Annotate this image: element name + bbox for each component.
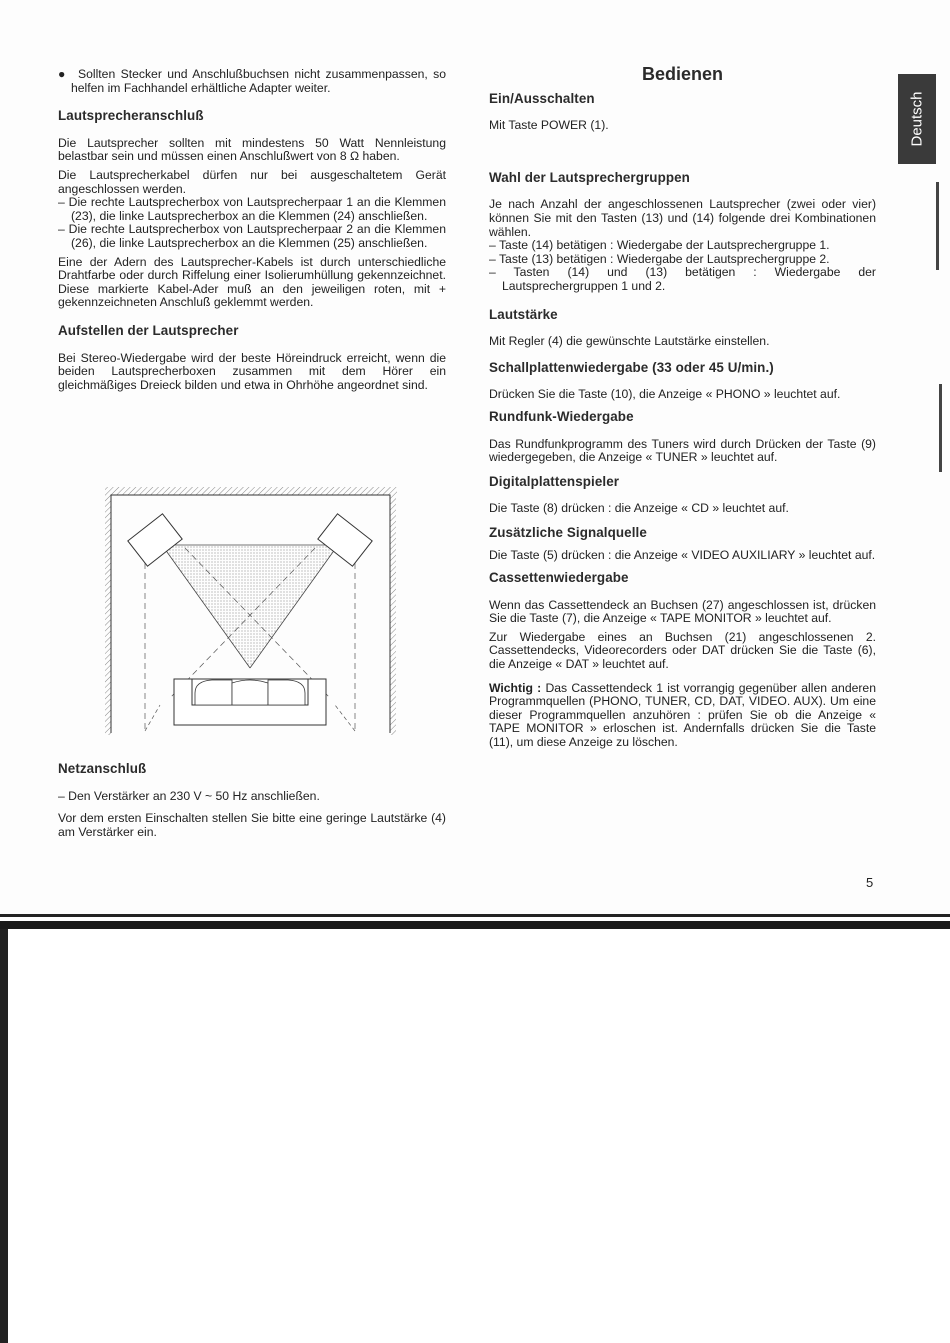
list-item: – Taste (14) betätigen : Wiedergabe der Lautsprechergruppe 1. — [489, 238, 830, 253]
paragraph: Vor dem ersten Einschalten stellen Sie bitte eine geringe Lautstärke (4) am Verstärker ein. — [58, 811, 446, 839]
wall-hatch — [390, 495, 396, 735]
adapter-note: ● Sollten Stecker und Anschlußbuchsen nicht zusammenpassen, so helfen im Fachhandel erhältliche Adapter weiter. — [58, 67, 446, 95]
paragraph: Bei Stereo-Wiedergabe wird der beste Höreindruck erreicht, wenn die beiden Lautsprecherboxen zusammen mit dem Hörer ein gleichmäßiges Dreieck bilden und etwa in Ohrhöhe angeordnet sind. — [58, 350, 446, 392]
paragraph: Die Taste (8) drücken : die Anzeige « CD » leuchtet auf. — [489, 501, 789, 516]
important-note: Wichtig : Das Cassettendeck 1 ist vorrangig gegenüber allen anderen Programmquellen (PHONO, TUNER, CD, DAT, VIDEO. AUX). Um eine dieser Programmquellen anzuhören : prüfen Sie ob die Anzeige « TAPE MONITOR » erloschen ist. Andernfalls drücken Sie die Taste (11), um diese Anzeige zu löschen. — [489, 680, 876, 749]
heading-digitalplattenspieler: Digitalplattenspieler — [489, 473, 620, 489]
page-title: Bedienen — [641, 64, 724, 84]
wall-hatch — [105, 487, 397, 495]
scan-edge — [0, 914, 950, 917]
paragraph: Eine der Adern des Lautsprecher-Kabels ist durch unterschiedliche Drahtfarbe oder durch Riffelung einer Isolierumhüllung gekennzeichnet. Diese markierte Kabel-Ader muß an den jeweiligen roten, mit + gekennzeichneten Anschluß geklemmt werden. — [58, 254, 446, 310]
heading-aufstellen: Aufstellen der Lautsprecher — [58, 322, 239, 338]
speaker-triangle-diagram-icon — [100, 483, 400, 738]
paragraph: Die Lautsprecherkabel dürfen nur bei ausgeschaltetem Gerät angeschlossen werden. — [58, 167, 446, 196]
paragraph: Die Taste (5) drücken : die Anzeige « VIDEO AUXILIARY » leuchtet auf. — [489, 548, 876, 563]
bullet-dot-icon: ● — [58, 67, 78, 81]
heading-lautsprechergruppen: Wahl der Lautsprechergruppen — [489, 169, 690, 185]
left-column-bottom — [58, 762, 446, 844]
heading-schallplatte: Schallplattenwiedergabe (33 oder 45 U/min.) — [489, 359, 774, 375]
page-number: 5 — [866, 875, 874, 890]
sofa-icon — [174, 679, 326, 725]
heading-signalquelle: Zusätzliche Signalquelle — [489, 524, 647, 540]
paragraph: Wenn das Cassettendeck an Buchsen (27) angeschlossen ist, drücken Sie die Taste (7), die Anzeige « TAPE MONITOR » leuchtet auf. — [489, 597, 876, 626]
important-label: Wichtig : — [489, 680, 542, 695]
list-item: – Den Verstärker an 230 V ~ 50 Hz anschließen. — [58, 788, 320, 803]
paragraph: Je nach Anzahl der angeschlossenen Lautsprecher (zwei oder vier) können Sie mit den Tasten (13) und (14) folgende drei Kombinationen wählen. — [489, 197, 876, 239]
left-column — [58, 68, 446, 397]
heading-lautstaerke: Lautstärke — [489, 306, 558, 322]
edge-mark — [939, 384, 942, 472]
scan-edge — [0, 929, 8, 1343]
list-item: – Tasten (14) und (13) betätigen : Wiedergabe der Lautsprechergruppen 1 und 2. — [489, 265, 876, 293]
right-column — [489, 64, 876, 755]
heading-cassette: Cassettenwiedergabe — [489, 570, 629, 586]
paragraph: Die Lautsprecher sollten mit mindestens 50 Watt Nennleistung belastbar sein und müssen einen Anschlußwert von 8 Ω haben. — [58, 135, 446, 164]
edge-mark — [936, 182, 939, 270]
language-tab: Deutsch — [898, 74, 936, 164]
list-item: – Die rechte Lautsprecherbox von Lautsprecherpaar 2 an die Klemmen (26), die linke Lautsprecherbox an die Klemmen (25) anschließen. — [58, 222, 446, 250]
heading-netzanschluss: Netzanschluß — [58, 761, 147, 776]
list-item: – Taste (13) betätigen : Wiedergabe der Lautsprechergruppe 2. — [489, 251, 830, 266]
wall-hatch — [105, 495, 111, 735]
paragraph: Das Rundfunkprogramm des Tuners wird durch Drücken der Taste (9) wiedergegeben, die Anzeige « TUNER » leuchtet auf. — [489, 436, 876, 465]
paragraph: Mit Regler (4) die gewünschte Lautstärke einstellen. — [489, 334, 770, 349]
list-item: – Die rechte Lautsprecherbox von Lautsprecherpaar 1 an die Klemmen (23), die linke Lautsprecherbox an die Klemmen (24) anschließen. — [58, 195, 446, 223]
heading-ein-ausschalten: Ein/Ausschalten — [489, 90, 595, 106]
paragraph: Drücken Sie die Taste (10), die Anzeige « PHONO » leuchtet auf. — [489, 387, 841, 402]
paragraph: Zur Wiedergabe eines an Buchsen (21) angeschlossenen 2. Cassettendecks, Videorecorders oder DAT drücken Sie die Taste (6), die Anzeige « DAT » leuchtet auf. — [489, 629, 876, 672]
paragraph: Mit Taste POWER (1). — [489, 118, 609, 133]
heading-rundfunk: Rundfunk-Wiedergabe — [489, 408, 634, 424]
scan-edge — [0, 921, 950, 929]
heading-lautsprecheranschluss: Lautsprecheranschluß — [58, 108, 204, 124]
